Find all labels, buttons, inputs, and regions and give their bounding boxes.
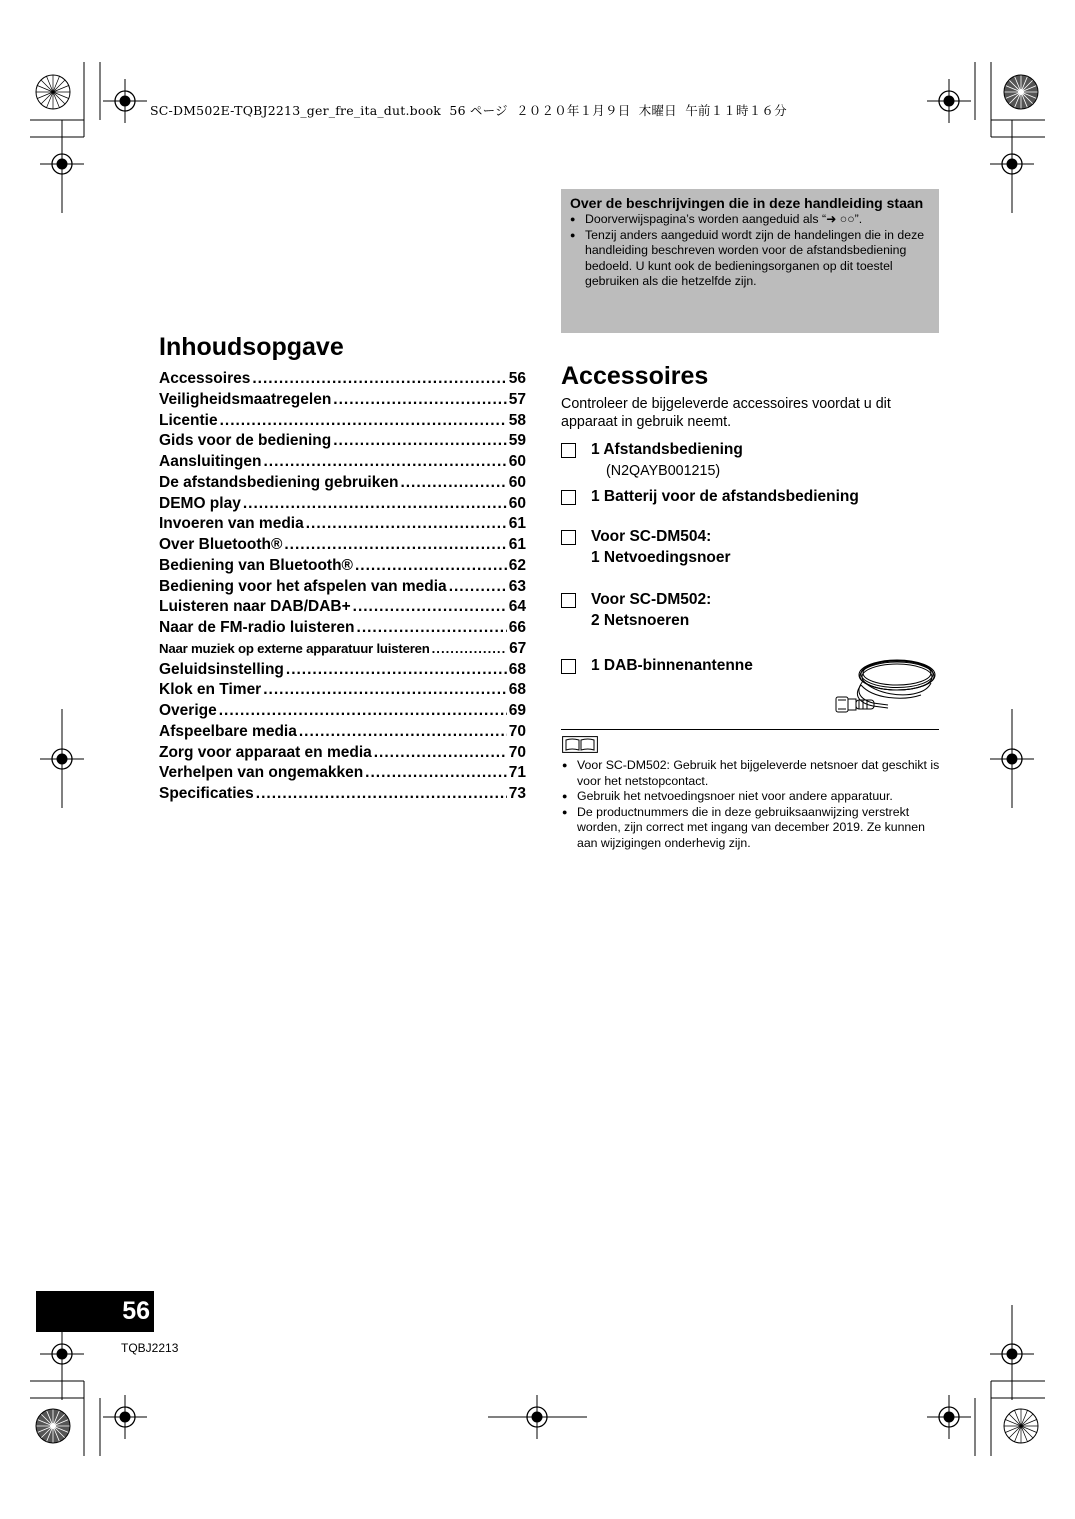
toc-leader [365, 763, 507, 784]
page-number: 56 [36, 1291, 154, 1332]
toc-label: Licentie [159, 411, 218, 429]
toc-entry[interactable] [159, 618, 526, 639]
toc-label: Zorg voor apparaat en media [159, 743, 372, 761]
toc-page: 62 [508, 556, 526, 574]
toc-page: 68 [508, 660, 526, 678]
toc-label: Bediening van Bluetooth® [159, 556, 353, 574]
toc-page: 71 [508, 764, 526, 782]
accessory-label: 1 Afstandsbediening [591, 441, 743, 458]
toc-leader [252, 369, 506, 390]
checkbox[interactable] [561, 530, 576, 545]
toc-page: 57 [508, 390, 526, 408]
toc-label: Invoeren van media [159, 515, 304, 533]
note-item: ● De productnummers die in deze gebruiksaanwijzing verstrekt worden, zijn correct met ingang van december 2019. Ze kunnen aan wijzigingen onderhevig zijn. [562, 805, 942, 852]
toc-page: 70 [508, 722, 526, 740]
toc-label: De afstandsbediening gebruiken [159, 473, 399, 491]
accessory-label: 1 DAB-binnenantenne [591, 657, 753, 674]
toc-list [159, 369, 526, 805]
toc-entry[interactable] [159, 680, 526, 701]
accessory-label: 1 Batterij voor de afstandsbediening [591, 488, 859, 505]
checkbox[interactable] [561, 659, 576, 674]
toc-leader [432, 639, 508, 660]
toc-label: Overige [159, 702, 217, 719]
toc-leader [400, 473, 506, 494]
toc-label: Afspeelbare media [159, 722, 297, 740]
toc-label: Naar de FM-radio luisteren [159, 619, 355, 636]
note-item: ● Gebruik het netvoedingsnoer niet voor andere apparatuur. [562, 789, 942, 805]
toc-entry[interactable] [159, 369, 526, 390]
toc-entry[interactable] [159, 431, 526, 452]
toc-page: 68 [508, 681, 526, 699]
file-header: SC-DM502E-TQBJ2213_ger_fre_ita_dut.book 56 ページ ２０２０年１月９日 木曜日 午前１１時１６分 [150, 103, 787, 118]
document-code: TQBJ2213 [121, 1341, 179, 1355]
toc-entry[interactable] [159, 763, 526, 784]
toc-entry[interactable] [159, 743, 526, 764]
toc-leader [256, 784, 507, 805]
accessories-heading: Accessoires [561, 362, 709, 390]
toc-label: DEMO play [159, 494, 241, 512]
toc-entry[interactable] [159, 535, 526, 556]
toc-label: Veiligheidsmaatregelen [159, 390, 332, 408]
accessory-item [561, 590, 941, 631]
accessories-intro: Controleer de bijgeleverde accessoires voordat u dit apparaat in gebruik neemt. [561, 396, 891, 430]
checkbox[interactable] [561, 593, 576, 608]
toc-leader [333, 390, 506, 411]
notice-box [561, 189, 939, 333]
toc-label: Over Bluetooth® [159, 536, 283, 553]
toc-label: Luisteren naar DAB/DAB+ [159, 598, 351, 616]
toc-entry[interactable] [159, 597, 526, 618]
toc-entry[interactable] [159, 473, 526, 494]
notes-list [562, 758, 942, 852]
toc-entry[interactable] [159, 577, 526, 598]
toc-entry[interactable] [159, 556, 526, 577]
dab-antenna-illustration [833, 653, 939, 719]
toc-leader [374, 743, 507, 764]
toc-page: 61 [508, 515, 526, 533]
toc-entry[interactable] [159, 639, 526, 660]
checkbox[interactable] [561, 443, 576, 458]
section-divider [561, 729, 939, 730]
toc-leader [333, 431, 507, 452]
toc-entry[interactable] [159, 784, 526, 805]
accessory-label: Voor SC-DM502: [591, 591, 712, 608]
toc-leader [284, 535, 506, 556]
toc-label: Bediening voor het afspelen van media [159, 577, 447, 595]
toc-page: 60 [508, 494, 526, 512]
toc-heading: Inhoudsopgave [159, 333, 344, 361]
accessory-label: 2 Netsnoeren [591, 611, 690, 629]
notice-item: ● Tenzij anders aangeduid wordt zijn de handelingen die in deze handleiding beschreven worden voor de afstandsbediening bedoeld. U kunt ook de bedieningsorganen op dit toestel gebruiken als die hetzelfde zijn. [570, 228, 930, 290]
accessory-item [561, 527, 941, 568]
toc-entry[interactable] [159, 660, 526, 681]
toc-label: Specificaties [159, 785, 254, 802]
accessory-item [561, 487, 941, 508]
notes [562, 758, 942, 852]
toc-page: 70 [508, 743, 526, 761]
open-book-icon [562, 736, 598, 753]
toc-leader [449, 577, 507, 598]
toc-entry[interactable] [159, 494, 526, 515]
toc-entry[interactable] [159, 722, 526, 743]
toc-leader [306, 514, 507, 535]
toc-leader [243, 494, 507, 515]
toc-page: 67 [509, 639, 526, 657]
toc-page: 66 [508, 619, 526, 636]
accessory-label: 1 Netvoedingsnoer [591, 548, 731, 566]
toc-leader [263, 680, 507, 701]
toc-page: 64 [508, 598, 526, 616]
checkbox[interactable] [561, 490, 576, 505]
toc-leader [357, 618, 507, 639]
toc-page: 56 [508, 370, 526, 387]
toc-leader [355, 556, 507, 577]
toc-page: 63 [508, 577, 526, 595]
toc-page: 59 [508, 432, 526, 450]
toc-entry[interactable] [159, 514, 526, 535]
toc-page: 60 [508, 453, 526, 470]
toc-leader [263, 452, 506, 473]
toc-page: 69 [508, 702, 526, 719]
toc-entry[interactable] [159, 390, 526, 411]
toc-entry[interactable] [159, 452, 526, 473]
toc-leader [220, 411, 507, 432]
toc-label: Geluidsinstelling [159, 660, 284, 678]
toc-leader [219, 701, 507, 722]
toc-page: 58 [508, 411, 526, 429]
toc-page: 61 [508, 536, 526, 553]
toc-entry[interactable] [159, 701, 526, 722]
notice-list [570, 212, 930, 290]
accessory-part-number: (N2QAYB001215) [606, 462, 721, 479]
toc-label: Aansluitingen [159, 453, 262, 470]
toc-page: 60 [508, 473, 526, 491]
accessory-label: Voor SC-DM504: [591, 528, 712, 545]
toc-leader [353, 597, 507, 618]
toc-page: 73 [508, 785, 526, 802]
toc-label: Verhelpen van ongemakken [159, 764, 364, 782]
toc-label: Gids voor de bediening [159, 432, 332, 450]
toc-entry[interactable] [159, 411, 526, 432]
accessory-item [561, 440, 941, 481]
toc-label: Naar muziek op externe apparatuur luisteren [159, 640, 430, 656]
note-item: ● Voor SC-DM502: Gebruik het bijgeleverde netsnoer dat geschikt is voor het netstopcontact. [562, 758, 942, 789]
toc-label: Accessoires [159, 370, 251, 387]
toc-label: Klok en Timer [159, 681, 262, 699]
toc-leader [286, 660, 507, 681]
toc-leader [299, 722, 507, 743]
notice-item: ● Doorverwijspagina’s worden aangeduid als “➜ ○○”. [570, 212, 930, 228]
notice-title: Over de beschrijvingen die in deze handleiding staan [570, 195, 924, 211]
